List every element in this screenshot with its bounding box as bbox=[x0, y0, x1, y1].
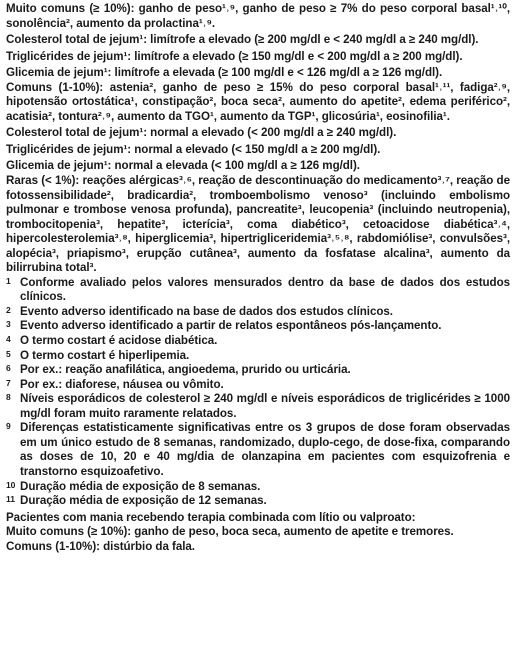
footnote-number: 11 bbox=[6, 494, 15, 505]
footnote bbox=[6, 378, 510, 393]
footnote bbox=[6, 305, 510, 320]
footnote-text: Diferenças estatisticamente significativas entre os 3 grupos de dose foram observadas em um único estudo de 8 semanas, randomizado, duplo-cego, de dose-fixa, comparando as doses de 10, 20 e 40 mg/dia de olanzapina em pacientes com esquizofrenia e transtorno esquizoafetivo. bbox=[20, 421, 510, 478]
mania-common: Comuns (1-10%): distúrbio da fala. bbox=[6, 539, 195, 553]
paragraph-glycemia-normal: Glicemia de jejum¹: normal a elevada (< 100 mg/dl a ≥ 126 mg/dl). bbox=[6, 159, 360, 173]
footnote-text: O termo costart é hiperlipemia. bbox=[20, 348, 190, 362]
footnote-text: Duração média de exposição de 8 semanas. bbox=[20, 479, 261, 493]
footnote-number: 1 bbox=[6, 275, 11, 286]
footnotes-list bbox=[6, 276, 510, 509]
footnote-text: O termo costart é acidose diabética. bbox=[20, 334, 218, 348]
footnote-text: Duração média de exposição de 12 semanas. bbox=[20, 494, 267, 508]
footnote-text: Conforme avaliado pelos valores mensurados dentro da base de dados dos estudos clínicos. bbox=[20, 275, 510, 304]
mania-heading: Pacientes com mania recebendo terapia combinada com lítio ou valproato: bbox=[6, 510, 416, 524]
footnote-text: Evento adverso identificado na base de dados dos estudos clínicos. bbox=[20, 304, 393, 318]
footnote-number: 6 bbox=[6, 363, 11, 374]
footnote bbox=[6, 480, 510, 495]
paragraph-rare: Raras (< 1%): reações alérgicas³˒⁶, reação de descontinuação do medicamento³˒⁷, reação de fotossensibilidade², bradicardia², tromboembolismo venoso³ (incluindo embolismo pulmonar e trombose venosa profunda), pancreatite³, leucopenia³ (incluindo neutropenia), trombocitopenia³, hepatite³, icterícia³, coma diabético³, cetoacidose diabética³˒⁴, hipercolesterolemia³˒⁸, hiperglicemia³, hipertrigliceridemia³˒⁵˒⁸, rabdomiólise³, convulsões³, alopécia³, priapismo³, erupção cutânea³, aumento da fosfatase alcalina³, aumento da bilirrubina total³. bbox=[6, 174, 510, 275]
footnote-text: Evento adverso identificado a partir de relatos espontâneos pós-lançamento. bbox=[20, 319, 442, 333]
paragraph-very-common: Muito comuns (≥ 10%): ganho de peso¹˒⁹, ganho de peso ≥ 7% do peso corporal basal¹˒¹⁰, sonolência², aumento da prolactina¹˒⁹. bbox=[6, 2, 510, 30]
footnote-number: 8 bbox=[6, 392, 11, 403]
footnote bbox=[6, 494, 510, 509]
footnote bbox=[6, 334, 510, 349]
paragraph-common: Comuns (1-10%): astenia², ganho de peso ≥ 15% do peso corporal basal¹˒¹¹, fadiga²˒⁹, hipotensão ortostática¹, constipação², boca seca², aumento do apetite², edema periférico², acatisia², tontura²˒⁹, aumento da TGO¹, aumento da TGP¹, glicosúria¹, eosinofilia¹. bbox=[6, 80, 510, 123]
footnote bbox=[6, 363, 510, 378]
footnote-number: 5 bbox=[6, 348, 11, 359]
footnote-number: 10 bbox=[6, 479, 16, 490]
mania-very-common: Muito comuns (≥ 10%): ganho de peso, boca seca, aumento de apetite e tremores. bbox=[6, 525, 454, 539]
footnote bbox=[6, 319, 510, 334]
footnote bbox=[6, 349, 510, 364]
footnote-number: 3 bbox=[6, 319, 11, 330]
footnote-number: 9 bbox=[6, 421, 11, 432]
footnote-number: 7 bbox=[6, 377, 11, 388]
footnote bbox=[6, 392, 510, 421]
footnote bbox=[6, 421, 510, 479]
paragraph-cholesterol-normal: Colesterol total de jejum¹: normal a elevado (< 200 mg/dl a ≥ 240 mg/dl). bbox=[6, 126, 397, 140]
paragraph-triglycerides-normal: Triglicérides de jejum¹: normal a elevado (< 150 mg/dl a ≥ 200 mg/dl). bbox=[6, 142, 381, 156]
footnote-number: 2 bbox=[6, 304, 11, 315]
paragraph-glycemia-borderline: Glicemia de jejum¹: limítrofe a elevada (≥ 100 mg/dl e < 126 mg/dl a ≥ 126 mg/dl). bbox=[6, 66, 443, 80]
footnote-text: Por ex.: reação anafilática, angioedema, prurido ou urticária. bbox=[20, 363, 351, 377]
footnote-number: 4 bbox=[6, 334, 11, 345]
footnote-text: Níveis esporádicos de colesterol ≥ 240 mg/dl e níveis esporádicos de triglicérides ≥ 1000 mg/dl foram muito raramente relatados. bbox=[20, 392, 510, 420]
paragraph-triglycerides-borderline: Triglicérides de jejum¹: limítrofe a elevado (≥ 150 mg/dl e < 200 mg/dl a ≥ 200 mg/dl). bbox=[6, 49, 463, 63]
paragraph-cholesterol-borderline: Colesterol total de jejum¹: limítrofe a elevado (≥ 200 mg/dl e < 240 mg/dl a ≥ 240 mg/dl). bbox=[6, 33, 479, 47]
footnote bbox=[6, 276, 510, 305]
footnote-text: Por ex.: diaforese, náusea ou vômito. bbox=[20, 377, 224, 391]
